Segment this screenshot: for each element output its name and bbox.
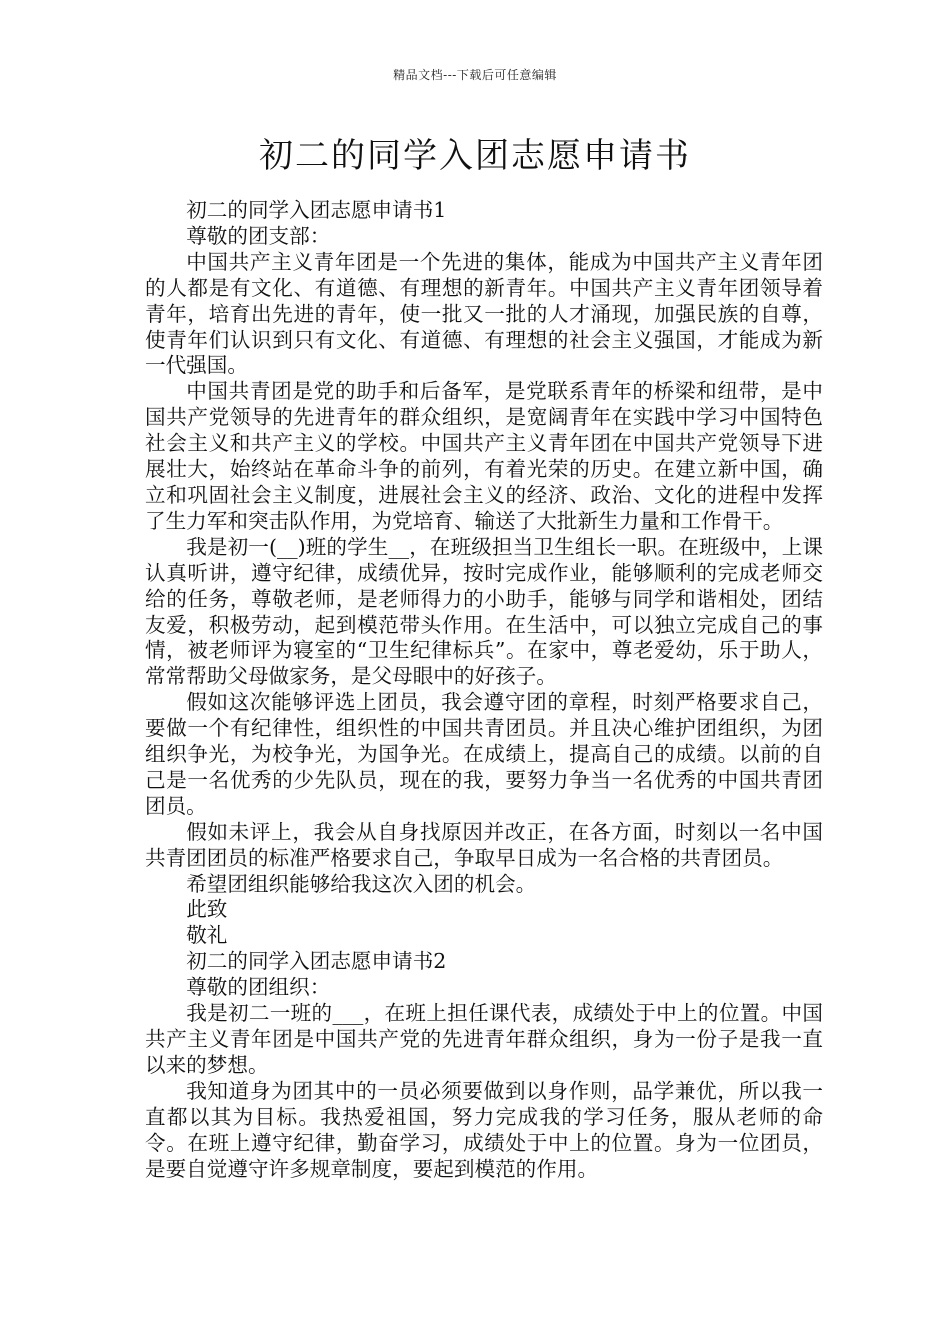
paragraph: 中国共青团是党的助手和后备军，是党联系青年的桥梁和纽带，是中国共产党领导的先进青年的群众组织，是宽阔青年在实践中学习中国特色社会主义和共产主义的学校。中国共产主义青年团在中国共产党领导下进展壮大，始终站在革命斗争的前列，有着光荣的历史。在建立新中国，确立和巩固社会主义制度，进展社会主义的经济、政治、文化的进程中发挥了生力军和突击队作用，为党培育、输送了大批新生力量和工作骨干。: [145, 379, 823, 533]
paragraph: 希望团组织能够给我这次入团的机会。: [186, 871, 537, 896]
closing-line: 敬礼: [186, 923, 228, 948]
salutation-2: 尊敬的团组织：: [186, 975, 331, 1000]
paragraph: 我是初二一班的___，在班上担任课代表，成绩处于中上的位置。中国共产主义青年团是中国共产党的先进青年群众组织，身为一份子是我一直以来的梦想。: [145, 1001, 823, 1077]
paragraph: 中国共产主义青年团是一个先进的集体，能成为中国共产主义青年团的人都是有文化、有道德、有理想的新青年。中国共产主义青年团领导着青年，培育出先进的青年，使一批又一批的人才涌现，加强民族的自尊，使青年们认识到只有文化、有道德、有理想的社会主义强国，才能成为新一代强国。: [145, 249, 823, 378]
header-note: 精品文档---下载后可任意编辑: [393, 68, 557, 82]
paragraph: 我知道身为团其中的一员必须要做到以身作则，品学兼优，所以我一直都以其为目标。我热爱祖国，努力完成我的学习任务，服从老师的命令。在班上遵守纪律，勤奋学习，成绩处于中上的位置。身为一位团员，是要自觉遵守许多规章制度，要起到模范的作用。: [145, 1078, 823, 1181]
document-title: 初二的同学入团志愿申请书: [259, 136, 691, 176]
closing-line: 此致: [186, 897, 228, 922]
paragraph: 假如未评上，我会从自身找原因并改正，在各方面，时刻以一名中国共青团团员的标准严格要求自己，争取早日成为一名合格的共青团员。: [145, 819, 823, 870]
section-heading-2: 初二的同学入团志愿申请书2: [186, 949, 447, 974]
document-body: [145, 198, 823, 1182]
paragraph: 假如这次能够评选上团员，我会遵守团的章程，时刻严格要求自己，要做一个有纪律性，组织性的中国共青团员。并且决心维护团组织，为团组织争光，为校争光，为国争光。在成绩上，提高自己的成绩。以前的自己是一名优秀的少先队员，现在的我，要努力争当一名优秀的中国共青团团员。: [145, 690, 823, 818]
section-heading-1: 初二的同学入团志愿申请书1: [186, 198, 447, 222]
paragraph: 我是初一(__)班的学生__，在班级担当卫生组长一职。在班级中，上课认真听讲，遵守纪律，成绩优异，按时完成作业，能够顺利的完成老师交给的任务，尊敬老师，是老师得力的小助手，能够与同学和谐相处，团结友爱，积极劳动，起到模范带头作用。在生活中，可以独立完成自己的事情，被老师评为寝室的“卫生纪律标兵”。在家中，尊老爱幼，乐于助人，常常帮助父母做家务，是父母眼中的好孩子。: [145, 534, 823, 689]
salutation-1: 尊敬的团支部：: [186, 223, 331, 248]
